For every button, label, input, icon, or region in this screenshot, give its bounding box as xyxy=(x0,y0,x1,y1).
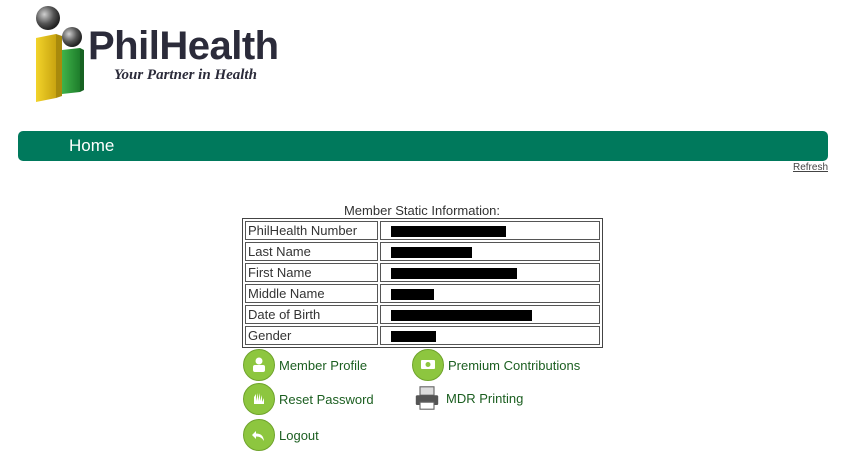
redacted-value xyxy=(391,331,436,342)
money-icon xyxy=(412,349,444,381)
table-row xyxy=(245,284,600,303)
member-profile-icon xyxy=(243,349,275,381)
page-title: Home xyxy=(69,136,115,155)
gender-label: Gender xyxy=(245,326,378,345)
date-of-birth-label: Date of Birth xyxy=(245,305,378,324)
logo-brand-text: PhilHealth xyxy=(88,24,279,68)
philhealth-logo xyxy=(32,6,312,106)
refresh-link[interactable]: Refresh xyxy=(792,162,828,173)
redacted-value xyxy=(391,226,506,237)
redacted-value xyxy=(391,268,517,279)
reset-password-link[interactable] xyxy=(243,383,374,415)
logout-link[interactable] xyxy=(243,419,319,451)
middle-name-label: Middle Name xyxy=(245,284,378,303)
last-name-value xyxy=(380,242,600,261)
reset-password-label: Reset Password xyxy=(279,391,374,407)
redacted-value xyxy=(391,247,472,258)
last-name-label: Last Name xyxy=(245,242,378,261)
member-info-caption: Member Static Information: xyxy=(343,203,501,218)
member-profile-label: Member Profile xyxy=(279,357,368,373)
redacted-value xyxy=(391,310,532,321)
table-row xyxy=(245,221,600,240)
philhealth-logo-mark xyxy=(32,6,92,106)
table-row xyxy=(245,263,600,282)
mdr-printing-link[interactable] xyxy=(412,383,523,413)
reset-password-icon xyxy=(243,383,275,415)
date-of-birth-value xyxy=(380,305,600,324)
logout-label: Logout xyxy=(279,427,319,443)
middle-name-value xyxy=(380,284,600,303)
first-name-value xyxy=(380,263,600,282)
premium-contributions-label: Premium Contributions xyxy=(448,357,581,373)
logout-icon xyxy=(243,419,275,451)
gender-value xyxy=(380,326,600,345)
printer-icon xyxy=(412,383,442,413)
table-row xyxy=(245,305,600,324)
logo-tagline: Your Partner in Health xyxy=(114,67,257,83)
home-header-bar xyxy=(18,131,828,161)
redacted-value xyxy=(391,289,434,300)
member-info-table xyxy=(242,218,603,348)
first-name-label: First Name xyxy=(245,263,378,282)
philhealth-number-label: PhilHealth Number xyxy=(245,221,378,240)
table-row xyxy=(245,242,600,261)
premium-contributions-link[interactable] xyxy=(412,349,580,381)
table-row xyxy=(245,326,600,345)
member-profile-link[interactable] xyxy=(243,349,367,381)
mdr-printing-label: MDR Printing xyxy=(446,390,524,406)
philhealth-number-value xyxy=(380,221,600,240)
